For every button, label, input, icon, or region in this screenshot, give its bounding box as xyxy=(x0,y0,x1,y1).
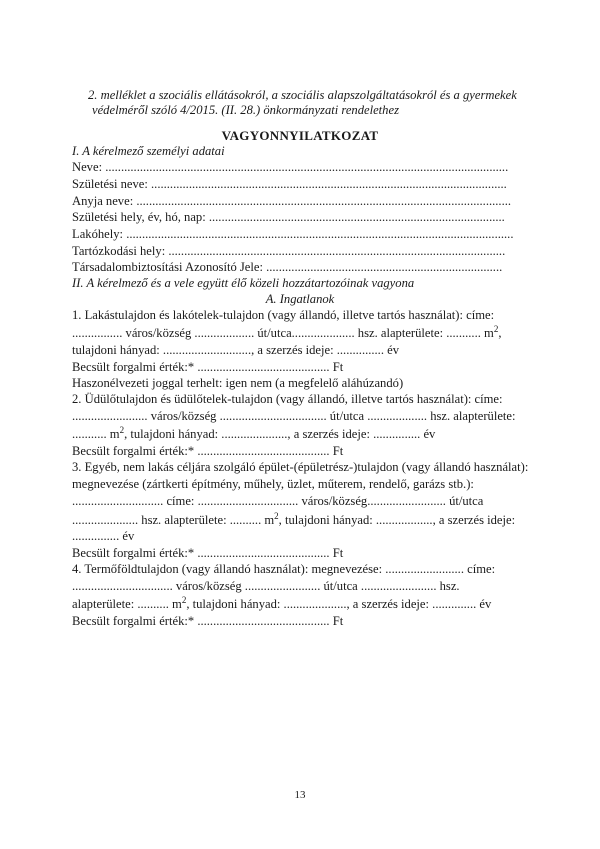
item3-line-6: Becsült forgalmi érték:* .......................................... Ft xyxy=(72,546,344,560)
item3-line-4: ..................... hsz. alapterülete: .......... $m^2$, tulajdoni hányad: .................., a szerzés ideje: xyxy=(72,512,516,527)
field-name: Neve: ................................................................................................................................ xyxy=(72,160,509,174)
item1-line-1: 1. Lakástulajdon és lakótelek-tulajdon (vagy állandó, illetve tartós használat): címe: xyxy=(72,308,495,322)
item3-line-5: ............... év xyxy=(72,529,135,543)
field-temporary-residence: Tartózkodási hely: ........................................................................................................... xyxy=(72,244,506,258)
header-line-2: védelméről szóló 4/2015. (II. 28.) önkormányzati rendelethez xyxy=(92,103,399,117)
field-social-security-number: Társadalombiztosítási Azonosító Jele: ........................................................................... xyxy=(72,260,503,274)
item3-line-3: ............................. címe: ................................ város/község......................... út/utca xyxy=(72,494,484,508)
field-residence: Lakóhely: ........................................................................................................................... xyxy=(72,227,514,241)
section-1-heading: I. A kérelmező személyi adatai xyxy=(72,144,225,158)
section-2-subheading: A. Ingatlanok xyxy=(265,292,335,306)
item1-line-4: Becsült forgalmi érték:* .......................................... Ft xyxy=(72,360,344,374)
field-birth-place-date: Születési hely, év, hó, nap: .............................................................................................. xyxy=(72,210,505,224)
field-mother-name: Anyja neve: ....................................................................................................................... xyxy=(72,194,512,208)
item1-line-5: Haszonélvezeti joggal terhelt: igen nem (a megfelelő aláhúzandó) xyxy=(72,376,404,390)
item3-line-1: 3. Egyéb, nem lakás céljára szolgáló épület-(épületrész-)tulajdon (vagy állandó használat): xyxy=(72,460,528,474)
item4-line-1: 4. Termőföldtulajdon (vagy állandó használat): megnevezése: ......................... címe: xyxy=(72,562,496,576)
item2-line-2: ........................ város/község .................................. út/utca ................... hsz. alapterülete: xyxy=(72,409,516,423)
document-title: VAGYONNYILATKOZAT xyxy=(221,128,379,143)
page-number: 13 xyxy=(294,789,306,801)
item3-line-2: megnevezése (zártkerti építmény, műhely, üzlet, műterem, rendelő, garázs stb.): xyxy=(72,477,474,491)
item1-line-2: ................ város/község ................... út/utca.................... hsz. alapterülete: ........... $m^2$, xyxy=(72,325,502,340)
item2-line-3: ........... $m^2$, tulajdoni hányad: ....................., a szerzés ideje: ............... év xyxy=(72,426,436,441)
item2-line-1: 2. Üdülőtulajdon és üdülőtelek-tulajdon (vagy állandó, illetve tartós használat): címe: xyxy=(72,392,503,406)
item4-line-3: alapterülete: .......... $m^2$, tulajdoni hányad: ...................., a szerzés ideje: .............. év xyxy=(72,596,492,611)
header-line-1: 2. melléklet a szociális ellátásokról, a szociális alapszolgáltatásokról és a gyermekek xyxy=(88,88,517,102)
field-birth-name: Születési neve: ................................................................................................................. xyxy=(72,177,507,191)
section-2-heading: II. A kérelmező és a vele együtt élő közeli hozzátartozóinak vagyona xyxy=(72,276,415,290)
item1-line-3: tulajdoni hányad: ............................, a szerzés ideje: ............... év xyxy=(72,343,400,357)
item4-line-4: Becsült forgalmi érték:* .......................................... Ft xyxy=(72,614,344,628)
item4-line-2: ................................ város/község ........................ út/utca ........................ hsz. xyxy=(72,579,460,593)
item2-line-4: Becsült forgalmi érték:* .......................................... Ft xyxy=(72,444,344,458)
